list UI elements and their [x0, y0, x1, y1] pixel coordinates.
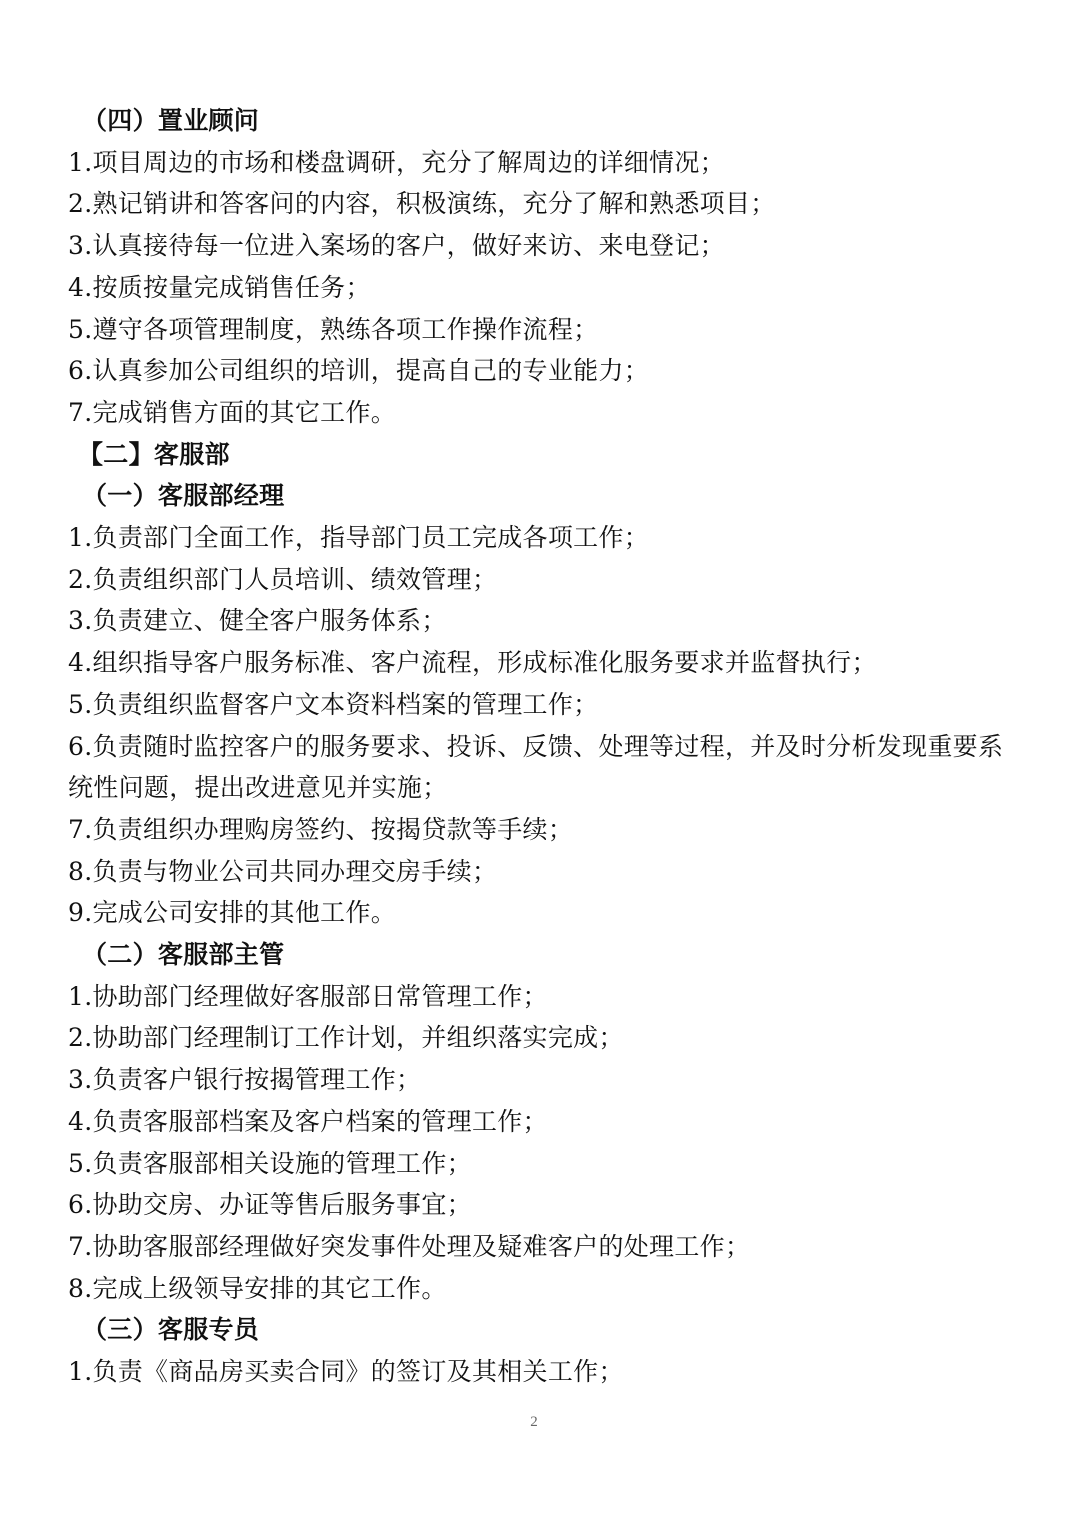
- section-heading-sales-consultant: （四）置业顾问: [82, 106, 260, 135]
- list-item: 3.负责建立、健全客户服务体系；: [68, 606, 447, 636]
- department-heading-customer-service: 【二】客服部: [78, 439, 230, 469]
- list-item: 2.熟记销讲和答客问的内容，积极演练，充分了解和熟悉项目；: [68, 189, 776, 219]
- list-item: 3.认真接待每一位进入案场的客户，做好来访、来电登记；: [68, 231, 725, 261]
- list-item: 8.负责与物业公司共同办理交房手续；: [68, 856, 498, 886]
- list-item: 4.按质按量完成销售任务；: [68, 272, 371, 302]
- page-number: 2: [530, 1414, 538, 1430]
- list-item: 8.完成上级领导安排的其它工作。: [68, 1273, 447, 1303]
- list-item: 7.完成销售方面的其它工作。: [68, 397, 397, 427]
- document-page: [68, 100, 1018, 1393]
- list-item: 1.项目周边的市场和楼盘调研，充分了解周边的详细情况；: [68, 147, 725, 177]
- section-heading-cs-supervisor: （二）客服部主管: [82, 940, 285, 970]
- list-item: 3.负责客户银行按揭管理工作；: [68, 1065, 422, 1095]
- list-item: 1.协助部门经理做好客服部日常管理工作；: [68, 981, 548, 1011]
- list-item: 7.负责组织办理购房签约、按揭贷款等手续；: [68, 814, 574, 844]
- list-item: 1.负责部门全面工作，指导部门员工完成各项工作；: [68, 523, 650, 553]
- list-item: 7.协助客服部经理做好突发事件处理及疑难客户的处理工作；: [68, 1231, 751, 1261]
- section-heading-cs-manager: （一）客服部经理: [82, 481, 285, 511]
- list-item: 2.负责组织部门人员培训、绩效管理；: [68, 564, 498, 594]
- list-item: 1.负责《商品房买卖合同》的签订及其相关工作；: [68, 1357, 624, 1387]
- list-item: 5.负责组织监督客户文本资料档案的管理工作；: [68, 689, 599, 719]
- list-item: 6.协助交房、办证等售后服务事宜；: [68, 1190, 472, 1220]
- list-item: 6.认真参加公司组织的培训，提高自己的专业能力；: [68, 356, 650, 386]
- list-item: 6.负责随时监控客户的服务要求、投诉、反馈、处理等过程，并及时分析发现重要系统性问题，提出改进意见并实施；: [68, 731, 1004, 803]
- list-item: 4.负责客服部档案及客户档案的管理工作；: [68, 1106, 548, 1136]
- section-heading-cs-specialist: （三）客服专员: [82, 1315, 260, 1345]
- list-item: 9.完成公司安排的其他工作。: [68, 898, 397, 928]
- list-item: 2.协助部门经理制订工作计划，并组织落实完成；: [68, 1023, 624, 1053]
- list-item: 5.负责客服部相关设施的管理工作；: [68, 1148, 472, 1178]
- list-item: 4.组织指导客户服务标准、客户流程，形成标准化服务要求并监督执行；: [68, 648, 877, 678]
- list-item: 5.遵守各项管理制度，熟练各项工作操作流程；: [68, 314, 599, 344]
